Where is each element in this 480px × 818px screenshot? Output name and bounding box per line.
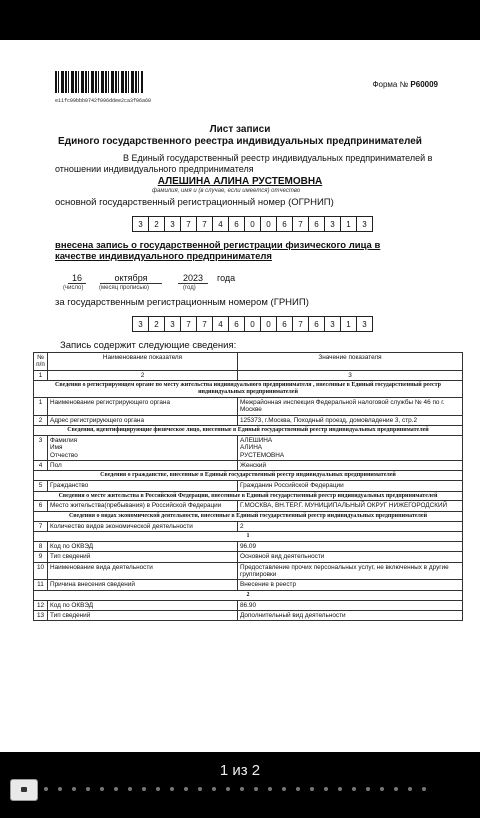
row-name: Место жительства(пребывания) в Российской Федерации xyxy=(48,501,238,511)
row-value: Предоставление прочих персональных услуг, не включенных в другие группировки xyxy=(238,562,463,580)
row-value: Г.МОСКВА, ВН.ТЕР.Г. МУНИЦИПАЛЬНЫЙ ОКРУГ НИЖЕГОРОДСКИЙ xyxy=(238,501,463,511)
row-value: Женский xyxy=(238,460,463,470)
row-value: 96.09 xyxy=(238,541,463,551)
record-text-1: внесена запись о государственной регистрации физического лица в xyxy=(55,240,381,251)
row-value: Межрайонная инспекция Федеральной налоговой службы № 46 по г. Москве xyxy=(238,397,463,415)
table-row xyxy=(34,552,463,562)
digit-cell: 6 xyxy=(309,317,325,331)
row-name: Адрес регистрирующего органа xyxy=(48,415,238,425)
section-heading: Сведения, идентифицирующие физическое лицо, внесенные в Единый государственный реестр индивидуальных предпринимателей xyxy=(34,425,463,435)
scrubber-dot[interactable] xyxy=(184,787,188,791)
doc-title: Лист записи xyxy=(209,124,271,135)
scrubber-dot[interactable] xyxy=(254,787,258,791)
row-value: 2 xyxy=(238,521,463,531)
thumbnail-icon xyxy=(21,787,27,792)
ogrnip-digits xyxy=(132,216,373,232)
scrubber-dot[interactable] xyxy=(338,787,342,791)
page-scrubber[interactable] xyxy=(44,787,426,791)
intro-line-1: В Единый государственный реестр индивидуальных предпринимателей в xyxy=(123,153,433,163)
digit-cell: 6 xyxy=(277,217,293,231)
header-no: № п/п xyxy=(34,353,48,371)
scrubber-dot[interactable] xyxy=(212,787,216,791)
subsection-number: 1 xyxy=(34,532,463,542)
row-number: 13 xyxy=(34,610,48,620)
digit-cell: 7 xyxy=(197,217,213,231)
row-value: 125373, г.Москва, Походный проезд, домовладение 3, стр.2 xyxy=(238,415,463,425)
caption-year: (год) xyxy=(183,285,196,291)
col-num: 1 xyxy=(34,370,48,380)
digit-cell: 1 xyxy=(341,217,357,231)
section-heading: Сведения о месте жительства в Российской Федерации, внесенные в Единый государственный реестр индивидуальных предпринимателей xyxy=(34,491,463,501)
table-row xyxy=(34,610,463,620)
row-number: 10 xyxy=(34,562,48,580)
table-row xyxy=(34,370,463,380)
scrubber-dot[interactable] xyxy=(408,787,412,791)
digit-cell: 3 xyxy=(165,217,181,231)
digit-cell: 0 xyxy=(261,217,277,231)
scrubber-dot[interactable] xyxy=(156,787,160,791)
row-number: 6 xyxy=(34,501,48,511)
digit-cell: 0 xyxy=(245,317,261,331)
row-name: Наименование регистрирующего органа xyxy=(48,397,238,415)
scrubber-dot[interactable] xyxy=(170,787,174,791)
table-row xyxy=(34,541,463,551)
scrubber-dot[interactable] xyxy=(72,787,76,791)
table-row xyxy=(34,521,463,531)
caption-day: (число) xyxy=(63,285,84,291)
scrubber-dot[interactable] xyxy=(86,787,90,791)
row-name: Тип сведений xyxy=(48,552,238,562)
records-table xyxy=(33,352,463,621)
col-num: 3 xyxy=(238,370,463,380)
row-name: Фамилия Имя Отчество xyxy=(48,435,238,460)
scrubber-dot[interactable] xyxy=(366,787,370,791)
row-number: 4 xyxy=(34,460,48,470)
digit-cell: 7 xyxy=(181,317,197,331)
page-indicator: 1 из 2 xyxy=(219,762,261,779)
row-name: Пол xyxy=(48,460,238,470)
row-value: АЛЕШИНА АЛИНА РУСТЕМОВНА xyxy=(238,435,463,460)
grnip-digits xyxy=(132,316,373,332)
table-row xyxy=(34,600,463,610)
scrubber-dot[interactable] xyxy=(296,787,300,791)
form-number: Форма № Р60009 xyxy=(372,80,438,89)
record-text-2: качестве индивидуального предпринимателя xyxy=(55,251,272,262)
ogrnip-label: основной государственный регистрационный номер (ОГРНИП) xyxy=(55,197,334,208)
row-number: 3 xyxy=(34,435,48,460)
scrubber-dot[interactable] xyxy=(226,787,230,791)
scrubber-dot[interactable] xyxy=(100,787,104,791)
digit-cell: 2 xyxy=(149,217,165,231)
row-number: 8 xyxy=(34,541,48,551)
subsection-number: 2 xyxy=(34,590,463,600)
row-name: Код по ОКВЭД xyxy=(48,600,238,610)
table-row xyxy=(34,481,463,491)
barcode-image xyxy=(55,71,143,93)
table-row xyxy=(34,562,463,580)
row-number: 12 xyxy=(34,600,48,610)
table-row xyxy=(34,435,463,460)
digit-cell: 3 xyxy=(362,319,367,329)
digit-cell: 6 xyxy=(229,317,245,331)
scrubber-dot[interactable] xyxy=(128,787,132,791)
row-number: 11 xyxy=(34,580,48,590)
row-name: Код по ОКВЭД xyxy=(48,541,238,551)
digit-cell: 4 xyxy=(213,217,229,231)
scrubber-dot[interactable] xyxy=(324,787,328,791)
digit-cell: 7 xyxy=(293,317,309,331)
col-num: 2 xyxy=(48,370,238,380)
table-row xyxy=(34,580,463,590)
digit-cell: 0 xyxy=(245,217,261,231)
row-number: 7 xyxy=(34,521,48,531)
table-row xyxy=(34,397,463,415)
date-word: года xyxy=(217,273,236,283)
intro-line-2: отношении индивидуального предпринимателя xyxy=(55,164,254,174)
contains-label: Запись содержит следующие сведения: xyxy=(60,340,237,351)
digit-cell: 2 xyxy=(149,317,165,331)
scrubber-dot[interactable] xyxy=(310,787,314,791)
date-month: октября xyxy=(100,273,162,284)
digit-cell: 3 xyxy=(133,317,149,331)
scrubber-dot[interactable] xyxy=(58,787,62,791)
entrepreneur-name: АЛЕШИНА АЛИНА РУСТЕМОВНА xyxy=(157,176,323,187)
table-row xyxy=(34,460,463,470)
table-row xyxy=(34,415,463,425)
barcode-text: e11fc09bbb0742f096ddee2ca3f06a60 xyxy=(55,98,152,104)
scrubber-dot[interactable] xyxy=(352,787,356,791)
section-heading: Сведения о гражданстве, внесенные в Единый государственный реестр индивидуальных предпринимателей xyxy=(34,471,463,481)
page-thumbnail-button[interactable] xyxy=(10,779,38,801)
scrubber-dot[interactable] xyxy=(44,787,48,791)
row-value: Гражданин Российской Федерации xyxy=(238,481,463,491)
digit-cell: 4 xyxy=(213,317,229,331)
digit-cell: 7 xyxy=(197,317,213,331)
scrubber-dot[interactable] xyxy=(422,787,426,791)
table-row xyxy=(34,501,463,511)
row-name: Тип сведений xyxy=(48,610,238,620)
digit-cell: 3 xyxy=(362,219,367,229)
section-heading: Сведения о регистрирующем органе по месту жительства индивидуального предпринимателя , внесенные в Единый государственный реестр индивидуальных предпринимателей xyxy=(34,381,463,398)
row-number: 2 xyxy=(34,415,48,425)
scrubber-dot[interactable] xyxy=(394,787,398,791)
row-name: Гражданство xyxy=(48,481,238,491)
digit-cell: 3 xyxy=(325,217,341,231)
section-heading: Сведения о видах экономической деятельности, внесенные в Единый государственный реестр индивидуальных предпринимателей xyxy=(34,511,463,521)
row-value: 86.90 xyxy=(238,600,463,610)
header-name: Наименование показателя xyxy=(48,353,238,371)
scrubber-dot[interactable] xyxy=(268,787,272,791)
digit-cell: 1 xyxy=(341,317,357,331)
digit-cell: 3 xyxy=(325,317,341,331)
row-name: Количество видов экономической деятельности xyxy=(48,521,238,531)
row-name: Причина внесения сведений xyxy=(48,580,238,590)
scrubber-dot[interactable] xyxy=(142,787,146,791)
date-year: 2023 xyxy=(178,273,208,284)
digit-cell: 7 xyxy=(293,217,309,231)
row-number: 1 xyxy=(34,397,48,415)
digit-cell: 0 xyxy=(261,317,277,331)
digit-cell: 7 xyxy=(181,217,197,231)
digit-cell: 3 xyxy=(133,217,149,231)
row-name: Наименование вида деятельности xyxy=(48,562,238,580)
scrubber-dot[interactable] xyxy=(198,787,202,791)
scrubber-dot[interactable] xyxy=(282,787,286,791)
scrubber-dot[interactable] xyxy=(380,787,384,791)
digit-cell: 3 xyxy=(165,317,181,331)
digit-cell: 6 xyxy=(277,317,293,331)
digit-cell: 6 xyxy=(309,217,325,231)
header-value: Значение показателя xyxy=(238,353,463,371)
digit-cell: 6 xyxy=(229,217,245,231)
document-page xyxy=(0,40,480,752)
row-number: 9 xyxy=(34,552,48,562)
caption-month: (месяц прописью) xyxy=(99,285,149,291)
row-value: Основной вид деятельности xyxy=(238,552,463,562)
row-number: 5 xyxy=(34,481,48,491)
grnip-label: за государственным регистрационным номером (ГРНИП) xyxy=(55,297,309,308)
row-value: Внесение в реестр xyxy=(238,580,463,590)
row-value: Дополнительный вид деятельности xyxy=(238,610,463,620)
scrubber-dot[interactable] xyxy=(114,787,118,791)
doc-subtitle: Единого государственного реестра индивидуальных предпринимателей xyxy=(58,136,422,147)
name-caption: фамилия, имя и (в случае, если имеется) отчество xyxy=(152,188,301,194)
date-day: 16 xyxy=(68,273,86,284)
scrubber-dot[interactable] xyxy=(240,787,244,791)
table-header-row xyxy=(34,353,463,371)
